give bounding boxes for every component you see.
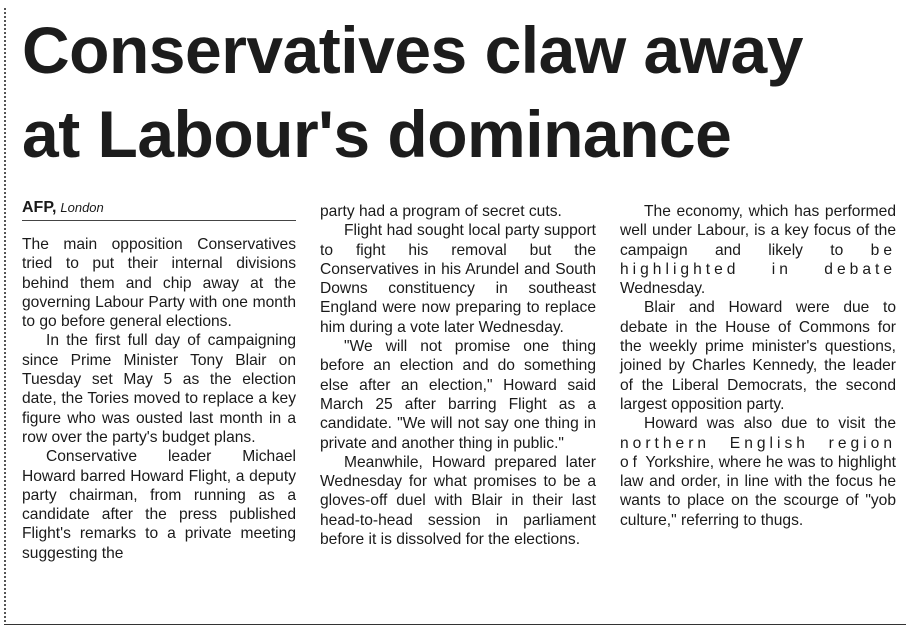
paragraph-8: Blair and Howard were due to debate in the House of Commons for the weekly prime minister's questions, joined by Charles Kennedy, the leader of the Liberal Democrats, the second largest opposition party. [620,299,896,413]
paragraph-4: Flight had sought local party support to fight his removal but the Conservatives in his Arundel and South Downs constituency in southeast England were now preparing to replace him during a vote later Wednesday. [320,222,596,336]
byline-agency: AFP, [22,199,57,216]
paragraph-7-part-b: be highlighted in debate [620,241,896,278]
headline-line-1: Conservatives claw away [22,13,803,87]
paragraph-9 [620,414,896,530]
bottom-rule [4,624,906,625]
article-column-1 [22,198,296,563]
paragraph-7 [620,202,896,298]
byline-city: London [60,200,104,215]
left-dotted-rule [4,8,6,622]
headline-line-2: at Labour's dominance [22,97,732,171]
paragraph-3-continued: party had a program of secret cuts. [320,203,562,220]
paragraph-7-part-c: Wednesday. [620,280,706,298]
paragraph-7-part-a: The economy, which has performed well under Labour, is a key focus of the campaign and likely to [620,203,896,259]
headline [22,8,902,176]
paragraph-9-part-c: Yorkshire, where he was to highlight law and order, in line with the focus he wants to place on the scourge of "yob culture," referring to thugs. [620,453,896,529]
byline [22,198,296,221]
paragraph-6: Meanwhile, Howard prepared later Wednesday for what promises to be a gloves-off duel with Blair in their last head-to-head session in parliament before it is dissolved for the elections. [320,453,596,549]
paragraph-1: The main opposition Conservatives tried to put their internal divisions behind them and chip away at the governing Labour Party with one month to go before general elections. [22,236,296,331]
article-column-2 [320,202,596,549]
paragraph-9-part-b: northern English region of [620,434,896,471]
paragraph-5: "We will not promise one thing before an election and do something else after an election," Howard said March 25 after barring Flight as a candidate. "We will not say one thing in private and another thing in public." [320,338,596,452]
paragraph-2: In the first full day of campaigning since Prime Minister Tony Blair on Tuesday set May 5 as the election date, the Tories moved to replace a key figure who was ousted last month in a row over the party's budget plans. [22,332,296,446]
article-column-3 [620,202,896,530]
paragraph-3-start: Conservative leader Michael Howard barred Howard Flight, a deputy party chairman, from running as a candidate after the press published Flight's remarks to a private meeting suggesting the [22,448,296,562]
paragraph-9-part-a: Howard was also due to visit the [644,415,896,433]
